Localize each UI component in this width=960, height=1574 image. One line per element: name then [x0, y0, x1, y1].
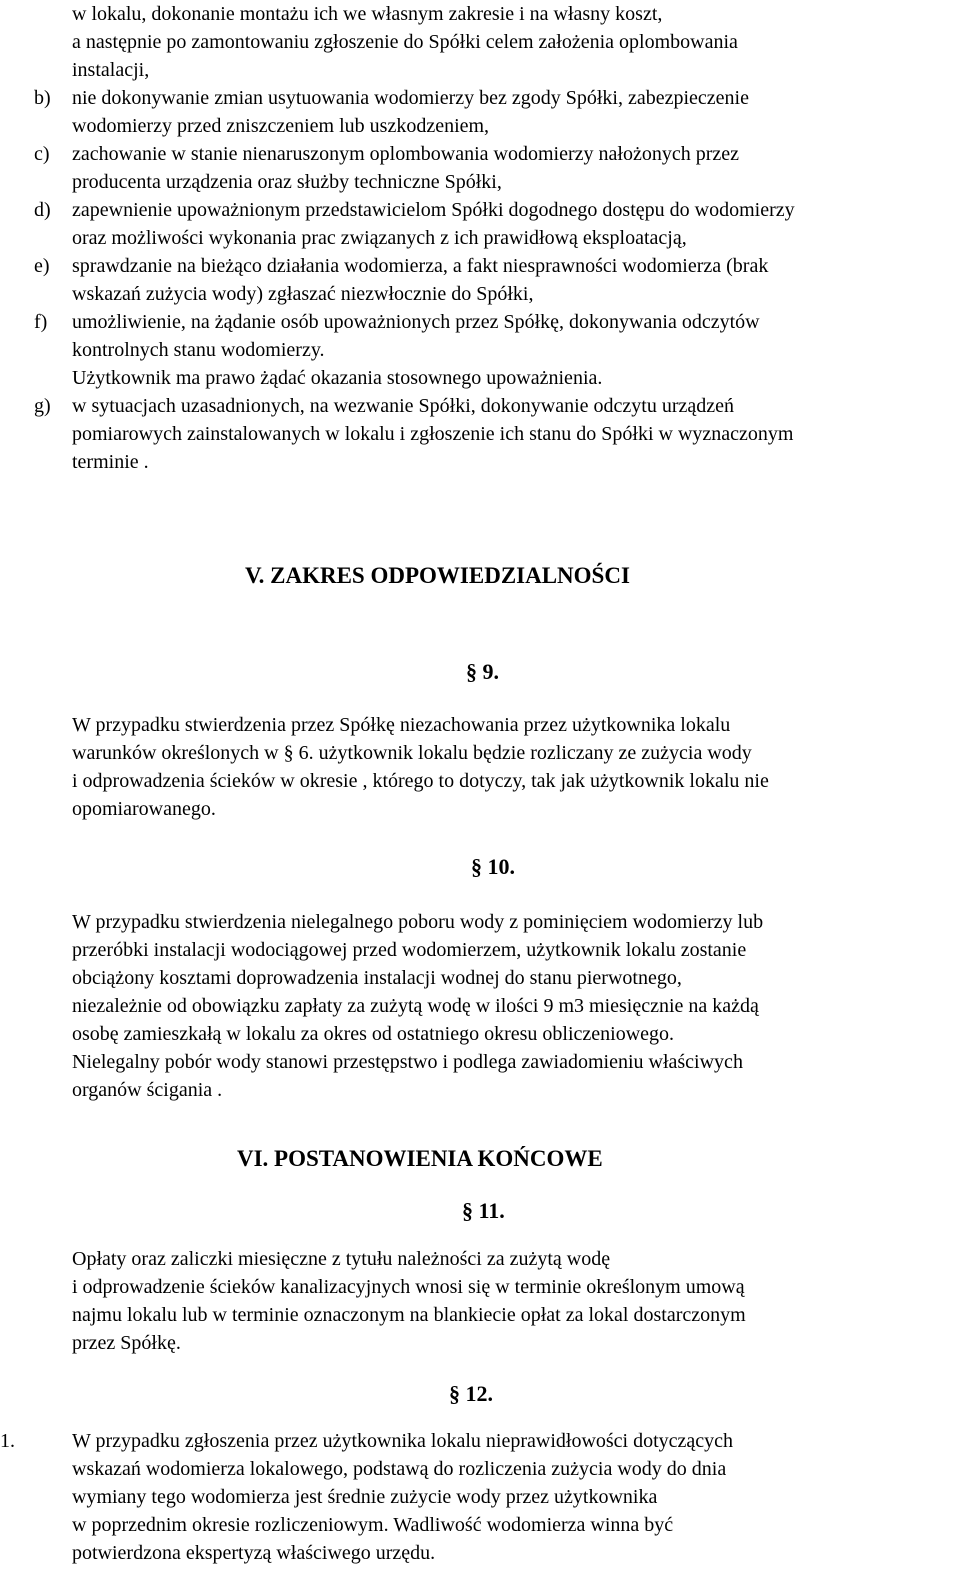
paragraph-text: wymiany tego wodomierza jest średnie zużycie wody przez użytkownika: [72, 1486, 658, 1508]
text-line: instalacji,: [72, 59, 150, 81]
list-item-text: umożliwienie, na żądanie osób upoważnionych przez Spółkę, dokonywania odczytów: [72, 311, 760, 333]
paragraph-text: Opłaty oraz zaliczki miesięczne z tytułu należności za zużytą wodę: [72, 1248, 611, 1270]
paragraph-text: przez Spółkę.: [72, 1332, 181, 1354]
paragraph-mark: § 12.: [449, 1381, 493, 1406]
section-heading: VI. POSTANOWIENIA KOŃCOWE: [237, 1146, 603, 1171]
paragraph-text: organów ścigania .: [72, 1079, 223, 1101]
list-item-text: sprawdzanie na bieżąco działania wodomierza, a fakt niesprawności wodomierza (brak: [72, 255, 769, 277]
list-item-label: 1.: [0, 1430, 15, 1452]
list-item-text: pomiarowych zainstalowanych w lokalu i zgłoszenie ich stanu do Spółki w wyznaczonym: [72, 423, 794, 445]
list-item-label: c): [34, 143, 50, 165]
paragraph-text: niezależnie od obowiązku zapłaty za zużytą wodę w ilości 9 m3 miesięcznie na każdą: [72, 995, 759, 1017]
paragraph-text: opomiarowanego.: [72, 798, 216, 820]
list-item-label: d): [34, 199, 51, 221]
list-item-text: kontrolnych stanu wodomierzy.: [72, 339, 325, 361]
list-item-text: wodomierzy przed zniszczeniem lub uszkodzeniem,: [72, 115, 490, 137]
paragraph-text: wskazań wodomierza lokalowego, podstawą do rozliczenia zużycia wody do dnia: [72, 1458, 727, 1480]
list-item-text: terminie .: [72, 451, 149, 473]
paragraph-text: osobę zamieszkałą w lokalu za okres od ostatniego okresu obliczeniowego.: [72, 1023, 675, 1045]
paragraph-text: w poprzednim okresie rozliczeniowym. Wadliwość wodomierza winna być: [72, 1514, 674, 1536]
paragraph-text: najmu lokalu lub w terminie oznaczonym na blankiecie opłat za lokal dostarczonym: [72, 1304, 746, 1326]
paragraph-mark: § 10.: [471, 854, 515, 879]
paragraph-text: W przypadku stwierdzenia przez Spółkę niezachowania przez użytkownika lokalu: [72, 714, 731, 736]
paragraph-text: potwierdzona ekspertyzą właściwego urzędu.: [72, 1542, 436, 1564]
list-item-label: g): [34, 395, 51, 417]
paragraph-mark: § 11.: [462, 1198, 505, 1223]
list-item-label: b): [34, 87, 51, 109]
paragraph-text: Nielegalny pobór wody stanowi przestępstwo i podlega zawiadomieniu właściwych: [72, 1051, 743, 1073]
list-item-text: zapewnienie upoważnionym przedstawicielom Spółki dogodnego dostępu do wodomierzy: [72, 199, 795, 221]
list-item-text: Użytkownik ma prawo żądać okazania stosownego upoważnienia.: [72, 367, 603, 389]
paragraph-text: i odprowadzenia ścieków w okresie , którego to dotyczy, tak jak użytkownik lokalu nie: [72, 770, 769, 792]
paragraph-text: W przypadku stwierdzenia nielegalnego poboru wody z pominięciem wodomierzy lub: [72, 911, 764, 933]
text-line: a następnie po zamontowaniu zgłoszenie do Spółki celem założenia oplombowania: [72, 31, 738, 53]
paragraph-text: obciążony kosztami doprowadzenia instalacji wodnej do stanu pierwotnego,: [72, 967, 682, 989]
list-item-text: w sytuacjach uzasadnionych, na wezwanie Spółki, dokonywanie odczytu urządzeń: [72, 395, 734, 417]
text-line: w lokalu, dokonanie montażu ich we własnym zakresie i na własny koszt,: [72, 3, 663, 25]
list-item-label: e): [34, 255, 50, 277]
paragraph-text: warunków określonych w § 6. użytkownik lokalu będzie rozliczany ze zużycia wody: [72, 742, 752, 764]
list-item-text: zachowanie w stanie nienaruszonym oplombowania wodomierzy nałożonych przez: [72, 143, 739, 165]
list-item-label: f): [34, 311, 48, 333]
paragraph-text: i odprowadzenie ścieków kanalizacyjnych wnosi się w terminie określonym umową: [72, 1276, 745, 1298]
list-item-text: wskazań zużycia wody) zgłaszać niezwłocznie do Spółki,: [72, 283, 534, 305]
paragraph-mark: § 9.: [466, 659, 499, 684]
paragraph-text: przeróbki instalacji wodociągowej przed wodomierzem, użytkownik lokalu zostanie: [72, 939, 747, 961]
section-heading: V. ZAKRES ODPOWIEDZIALNOŚCI: [245, 563, 630, 588]
list-item-text: producenta urządzenia oraz służby techniczne Spółki,: [72, 171, 502, 193]
list-item-text: oraz możliwości wykonania prac związanych z ich prawidłową eksploatacją,: [72, 227, 687, 249]
list-item-text: nie dokonywanie zmian usytuowania wodomierzy bez zgody Spółki, zabezpieczenie: [72, 87, 749, 109]
paragraph-text: W przypadku zgłoszenia przez użytkownika lokalu nieprawidłowości dotyczących: [72, 1430, 734, 1452]
